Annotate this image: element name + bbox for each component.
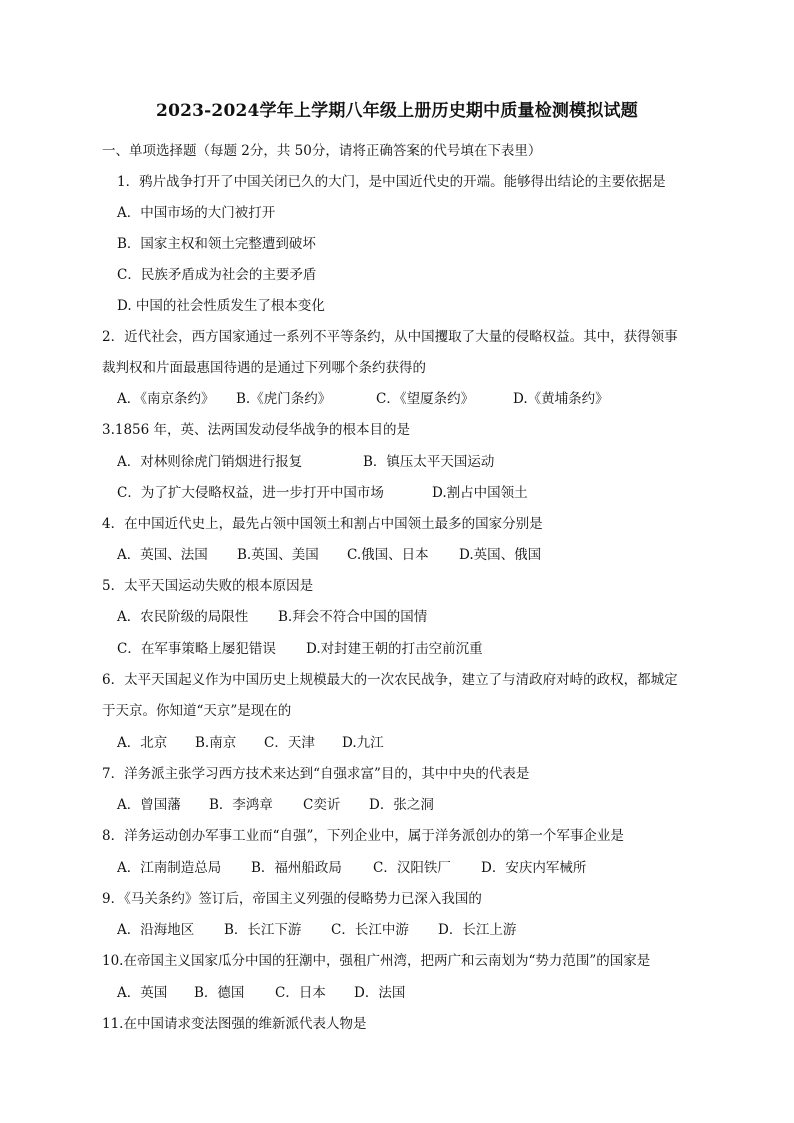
question-1-option-b: B．国家主权和领土完整遭到破坏	[117, 236, 316, 252]
question-6-option-b: B.南京	[195, 735, 237, 751]
question-9-stem: 9．《马关条约》签订后，帝国主义列强的侵略势力已深入我国的	[102, 891, 482, 907]
question-7-option-c: C奕䜣	[303, 797, 341, 813]
question-2-stem-line2: 裁判权和片面最惠国待遇的是通过下列哪个条约获得的	[102, 360, 426, 376]
question-1-option-a: A．中国市场的大门被打开	[117, 205, 276, 221]
question-9-option-b: B．长江下游	[224, 922, 302, 938]
question-6-stem-line1: 6．太平天国起义作为中国历史上规模最大的一次农民战争，建立了与清政府对峙的政权，都城定	[102, 672, 678, 688]
question-10-option-a: A．英国	[117, 985, 168, 1001]
question-3-stem: 3.1856 年，英、法两国发动侵华战争的根本目的是	[102, 422, 411, 438]
question-10-stem: 10.在帝国主义国家瓜分中国的狂潮中，强租广州湾，把两广和云南划为“势力范围”的国家是	[102, 953, 651, 969]
question-3-option-c: C．为了扩大侵略权益，进一步打开中国市场	[117, 485, 384, 501]
question-8-stem: 8．洋务运动创办军事工业而“自强”，下列企业中，属于洋务派创办的第一个军事企业是	[102, 828, 624, 844]
question-9-option-c: C．长江中游	[331, 922, 409, 938]
question-8-option-d: D．安庆内军械所	[481, 860, 587, 876]
question-5-option-b: B.拜会不符合中国的国情	[278, 609, 428, 625]
question-6-stem-line2: 于天京。你知道“天京”是现在的	[102, 703, 292, 719]
question-4-option-b: B.英国、美国	[237, 547, 319, 563]
question-2-stem-line1: 2．近代社会，西方国家通过一系列不平等条约，从中国攫取了大量的侵略权益。其中，获得领事	[102, 329, 678, 345]
question-8-option-b: B．福州船政局	[251, 860, 342, 876]
question-7-option-d: D．张之洞	[369, 797, 434, 813]
question-9-option-d: D．长江上游	[438, 922, 517, 938]
question-2-option-c: C．《望厦条约》	[376, 391, 475, 407]
question-6-option-a: A．北京	[117, 735, 168, 751]
question-6-option-c: C．天津	[264, 735, 315, 751]
question-4-stem: 4．在中国近代史上，最先占领中国领土和割占中国领土最多的国家分别是	[102, 516, 543, 532]
section-heading: 一、单项选择题（每题 2分，共 50分，请将正确答案的代号填在下表里）	[102, 143, 542, 159]
question-4-option-c: C.俄国、日本	[347, 547, 429, 563]
question-8-option-a: A．江南制造总局	[117, 860, 222, 876]
question-5-option-a: A．农民阶级的局限性	[117, 609, 249, 625]
question-8-option-c: C．汉阳铁厂	[373, 860, 451, 876]
question-11-stem: 11.在中国请求变法图强的维新派代表人物是	[102, 1016, 367, 1032]
question-9-option-a: A．沿海地区	[117, 922, 195, 938]
question-1-stem: 1．鸦片战争打开了中国关闭已久的大门，是中国近代史的开端。能够得出结论的主要依据是	[117, 174, 666, 190]
question-2-option-b: B.《虎门条约》	[236, 391, 332, 407]
question-4-option-a: A．英国、法国	[117, 547, 208, 563]
question-5-option-d: D.对封建王朝的打击空前沉重	[306, 641, 483, 657]
question-2-option-d: D.《黄埔条约》	[513, 391, 609, 407]
question-6-option-d: D.九江	[342, 735, 384, 751]
question-1-option-d: D. 中国的社会性质发生了根本变化	[117, 298, 325, 314]
question-4-option-d: D.英国、俄国	[459, 547, 542, 563]
question-10-option-d: D．法国	[354, 985, 406, 1001]
question-10-option-b: B．德国	[194, 985, 245, 1001]
question-7-option-b: B．李鸿章	[209, 797, 273, 813]
question-7-stem: 7．洋务派主张学习西方技术来达到“自强求富”目的，其中中央的代表是	[102, 766, 530, 782]
question-10-option-c: C．日本	[275, 985, 326, 1001]
question-2-option-a: A．《南京条约》	[117, 391, 215, 407]
question-3-option-b: B．镇压太平天国运动	[363, 454, 495, 470]
page-title: 2023-2024学年上学期八年级上册历史期中质量检测模拟试题	[156, 101, 638, 121]
question-3-option-d: D.割占中国领土	[432, 485, 528, 501]
question-1-option-c: C．民族矛盾成为社会的主要矛盾	[117, 267, 317, 283]
question-5-stem: 5．太平天国运动失败的根本原因是	[102, 578, 314, 594]
question-7-option-a: A．曾国藩	[117, 797, 181, 813]
question-3-option-a: A．对林则徐虎门销烟进行报复	[117, 454, 303, 470]
question-5-option-c: C．在军事策略上屡犯错误	[117, 641, 276, 657]
